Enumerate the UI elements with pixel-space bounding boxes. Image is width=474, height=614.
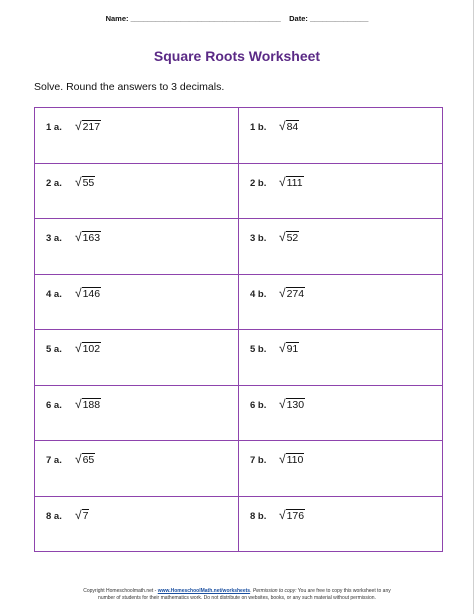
radical-sign-icon: √ — [279, 285, 286, 300]
radicand: 52 — [286, 232, 299, 244]
square-root-expression — [279, 286, 305, 300]
problem-label: 6 a. — [46, 399, 62, 411]
radicand: 110 — [286, 454, 304, 466]
radical-sign-icon: √ — [75, 285, 82, 300]
problem-cell[interactable] — [35, 274, 239, 330]
problem-cell[interactable] — [239, 274, 443, 330]
square-root-expression — [75, 397, 101, 411]
radical-sign-icon: √ — [279, 396, 286, 411]
problem-cell[interactable] — [35, 163, 239, 219]
square-root-expression — [279, 175, 304, 189]
radicand: 111 — [286, 176, 303, 189]
problem-cell[interactable] — [35, 496, 239, 552]
square-root-expression — [75, 341, 101, 355]
problem-label: 4 a. — [46, 288, 62, 300]
square-root-expression — [75, 230, 101, 244]
footer-copyright: Copyright Homeschoolmath.net - — [83, 588, 158, 594]
radical-sign-icon: √ — [279, 507, 286, 522]
radicand: 84 — [286, 121, 299, 133]
radical-sign-icon: √ — [279, 452, 286, 466]
footer-permission-text: You are free to copy this worksheet to any — [296, 588, 391, 594]
date-label: Date: — [289, 14, 308, 23]
problem-cell[interactable] — [239, 330, 443, 386]
name-label: Name: — [105, 14, 129, 23]
problem-label: 7 a. — [46, 455, 62, 466]
radical-sign-icon: √ — [75, 507, 82, 522]
radical-sign-icon: √ — [279, 230, 286, 244]
name-blank: ____________________________________ — [130, 14, 281, 23]
footer — [0, 588, 474, 602]
square-root-expression — [75, 175, 95, 189]
square-root-expression — [279, 341, 299, 355]
problem-cell[interactable] — [35, 385, 239, 441]
square-root-expression — [279, 397, 305, 411]
problem-label: 7 b. — [250, 455, 267, 466]
radicand: 55 — [82, 176, 95, 189]
radical-sign-icon: √ — [279, 341, 286, 355]
problem-row — [35, 330, 443, 386]
radicand: 188 — [82, 398, 101, 411]
problem-row — [35, 441, 443, 497]
problem-row — [35, 163, 443, 219]
radicand: 176 — [286, 509, 305, 522]
problem-label: 8 a. — [46, 510, 62, 522]
radical-sign-icon: √ — [279, 119, 286, 133]
radical-sign-icon: √ — [75, 119, 82, 133]
problem-label: 3 a. — [46, 233, 62, 244]
radical-sign-icon: √ — [279, 174, 286, 189]
problem-cell[interactable] — [239, 441, 443, 497]
radical-sign-icon: √ — [75, 396, 82, 411]
problem-cell[interactable] — [35, 441, 239, 497]
problem-row — [35, 385, 443, 441]
footer-line-2: number of students for their mathematics work. Do not distribute on websites, books, or any such material without permission. — [98, 595, 376, 601]
footer-permission-label: Permission to copy: — [252, 588, 297, 594]
square-root-expression — [75, 508, 89, 522]
problem-cell[interactable] — [239, 108, 443, 164]
footer-line-1: Copyright Homeschoolmath.net - www.HomeschoolMath.net/worksheets. Permission to copy: You are free to copy this worksheet to any — [83, 588, 391, 594]
problem-label: 6 b. — [250, 399, 267, 411]
problem-cell[interactable] — [239, 163, 443, 219]
problem-row — [35, 496, 443, 552]
square-root-expression — [75, 452, 95, 466]
radical-sign-icon: √ — [75, 452, 82, 466]
problem-label: 4 b. — [250, 288, 267, 300]
problem-label: 8 b. — [250, 510, 267, 522]
problem-cell[interactable] — [35, 330, 239, 386]
problem-label: 1 a. — [46, 122, 62, 133]
radical-sign-icon: √ — [75, 174, 82, 189]
instructions: Solve. Round the answers to 3 decimals. — [34, 81, 225, 93]
square-root-expression — [75, 119, 101, 133]
problem-cell[interactable] — [239, 385, 443, 441]
radicand: 102 — [82, 343, 101, 355]
problem-cell[interactable] — [35, 108, 239, 164]
problem-label: 2 a. — [46, 177, 62, 189]
problem-label: 3 b. — [250, 233, 267, 244]
radical-sign-icon: √ — [75, 230, 82, 244]
worksheet-title: Square Roots Worksheet — [153, 48, 321, 64]
radicand: 163 — [82, 232, 101, 244]
radicand: 217 — [82, 121, 101, 133]
problem-grid — [34, 107, 443, 552]
footer-link[interactable]: www.HomeschoolMath.net/worksheets — [157, 588, 251, 594]
problem-cell[interactable] — [239, 496, 443, 552]
problem-label: 5 b. — [250, 344, 267, 355]
radical-sign-icon: √ — [75, 341, 82, 355]
radicand: 91 — [286, 343, 299, 355]
square-root-expression — [279, 452, 304, 466]
problem-label: 5 a. — [46, 344, 62, 355]
date-blank: ______________ — [310, 14, 369, 23]
radicand: 130 — [286, 398, 305, 411]
radicand: 146 — [82, 287, 101, 300]
problem-label: 1 b. — [250, 122, 267, 133]
square-root-expression — [75, 286, 101, 300]
problem-row — [35, 219, 443, 275]
radicand: 274 — [286, 287, 305, 300]
problem-row — [35, 108, 443, 164]
square-root-expression — [279, 230, 299, 244]
name-date-line — [0, 14, 474, 23]
square-root-expression — [279, 119, 299, 133]
radicand: 7 — [82, 509, 89, 522]
radicand: 65 — [82, 454, 95, 466]
problem-row — [35, 274, 443, 330]
problem-cell[interactable] — [35, 219, 239, 275]
problem-cell[interactable] — [239, 219, 443, 275]
problem-label: 2 b. — [250, 177, 267, 189]
square-root-expression — [279, 508, 305, 522]
